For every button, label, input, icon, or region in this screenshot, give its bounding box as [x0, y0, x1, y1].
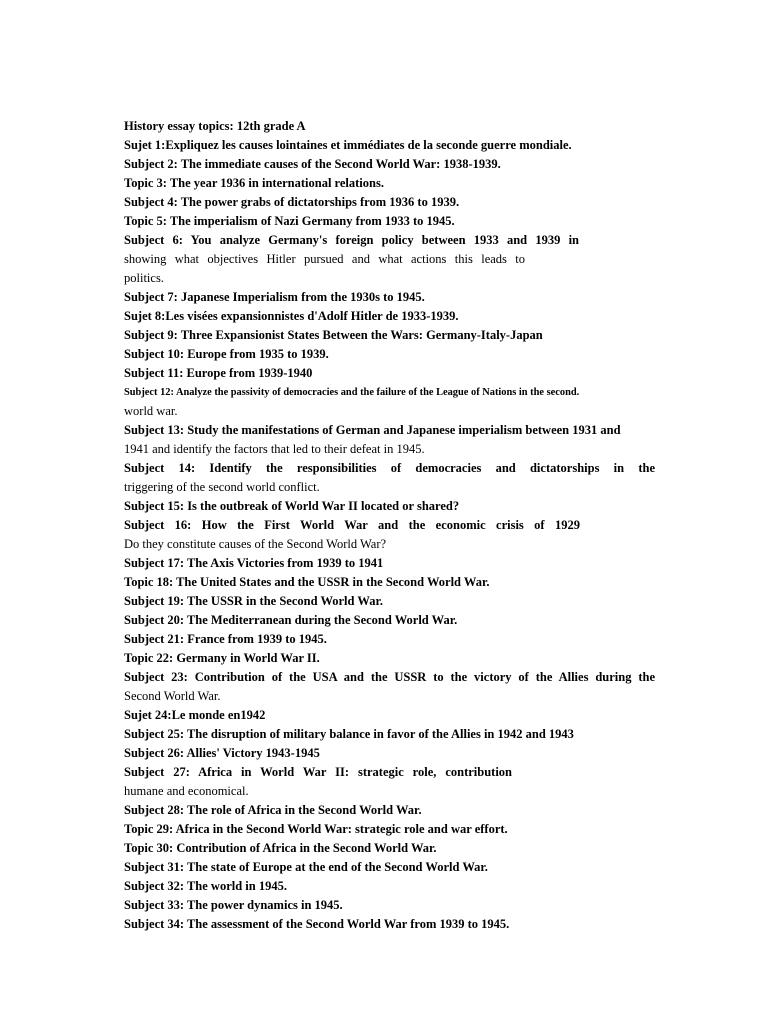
topic-line: Subject 15: Is the outbreak of World War II located or shared?: [124, 499, 460, 513]
topic-line: Subject 31: The state of Europe at the end of the Second World War.: [124, 860, 488, 874]
topic-line: Subject 12: Analyze the passivity of democracies and the failure of the League of Nations in the second.: [124, 387, 580, 398]
topic-line: Subject 34: The assessment of the Second World War from 1939 to 1945.: [124, 917, 510, 931]
topic-line: Subject 21: France from 1939 to 1945.: [124, 632, 327, 646]
topic-line: Subject 16: How the First World War and the economic crisis of 1929: [124, 518, 580, 532]
topic-continuation: triggering of the second world conflict.: [124, 480, 320, 494]
topic-line: Subject 33: The power dynamics in 1945.: [124, 898, 343, 912]
topic-continuation: Do they constitute causes of the Second World War?: [124, 537, 387, 551]
topic-line: Topic 18: The United States and the USSR in the Second World War.: [124, 575, 490, 589]
topic-line: Subject 17: The Axis Victories from 1939 to 1941: [124, 556, 384, 570]
topic-continuation: humane and economical.: [124, 784, 249, 798]
topic-line: Subject 20: The Mediterranean during the Second World War.: [124, 613, 458, 627]
document-title: History essay topics: 12th grade A: [124, 119, 306, 133]
topic-line: Subject 11: Europe from 1939-1940: [124, 366, 313, 380]
topic-continuation: Second World War.: [124, 689, 221, 703]
topic-line: Subject 9: Three Expansionist States Between the Wars: Germany-Italy-Japan: [124, 328, 543, 342]
topic-line: Subject 14: Identify the responsibilities of democracies and dictatorships in the: [124, 461, 655, 475]
topic-line: Subject 28: The role of Africa in the Second World War.: [124, 803, 422, 817]
topic-continuation: 1941 and identify the factors that led to their defeat in 1945.: [124, 442, 425, 456]
topic-line: Subject 23: Contribution of the USA and the USSR to the victory of the Allies during the: [124, 670, 655, 684]
topic-continuation: showing what objectives Hitler pursued and what actions this leads to: [124, 252, 525, 266]
topic-line: Subject 10: Europe from 1935 to 1939.: [124, 347, 329, 361]
topic-line: Subject 7: Japanese Imperialism from the 1930s to 1945.: [124, 290, 425, 304]
topic-line: Sujet 24:Le monde en1942: [124, 708, 266, 722]
topic-line: Subject 4: The power grabs of dictatorships from 1936 to 1939.: [124, 195, 460, 209]
topic-line: Sujet 8:Les visées expansionnistes d'Adolf Hitler de 1933-1939.: [124, 309, 459, 323]
topic-line: Topic 3: The year 1936 in international relations.: [124, 176, 384, 190]
topic-line: Subject 2: The immediate causes of the Second World War: 1938-1939.: [124, 157, 501, 171]
topic-line: Subject 27: Africa in World War II: strategic role, contribution: [124, 765, 512, 779]
topic-line: Topic 5: The imperialism of Nazi Germany from 1933 to 1945.: [124, 214, 455, 228]
topic-line: Sujet 1:Expliquez les causes lointaines et immédiates de la seconde guerre mondiale.: [124, 138, 572, 152]
topic-line: Topic 30: Contribution of Africa in the Second World War.: [124, 841, 437, 855]
essay-topic-list: [124, 117, 655, 934]
topic-line: Subject 13: Study the manifestations of German and Japanese imperialism between 1931 and: [124, 423, 621, 437]
topic-line: Topic 22: Germany in World War II.: [124, 651, 320, 665]
topic-continuation: politics.: [124, 271, 164, 285]
topic-line: Topic 29: Africa in the Second World War: strategic role and war effort.: [124, 822, 508, 836]
topic-line: Subject 6: You analyze Germany's foreign policy between 1933 and 1939 in: [124, 233, 579, 247]
topic-line: Subject 25: The disruption of military balance in favor of the Allies in 1942 and 1943: [124, 727, 574, 741]
topic-continuation: world war.: [124, 404, 178, 418]
topic-line: Subject 32: The world in 1945.: [124, 879, 287, 893]
topic-line: Subject 19: The USSR in the Second World War.: [124, 594, 383, 608]
topic-line: Subject 26: Allies' Victory 1943-1945: [124, 746, 320, 760]
